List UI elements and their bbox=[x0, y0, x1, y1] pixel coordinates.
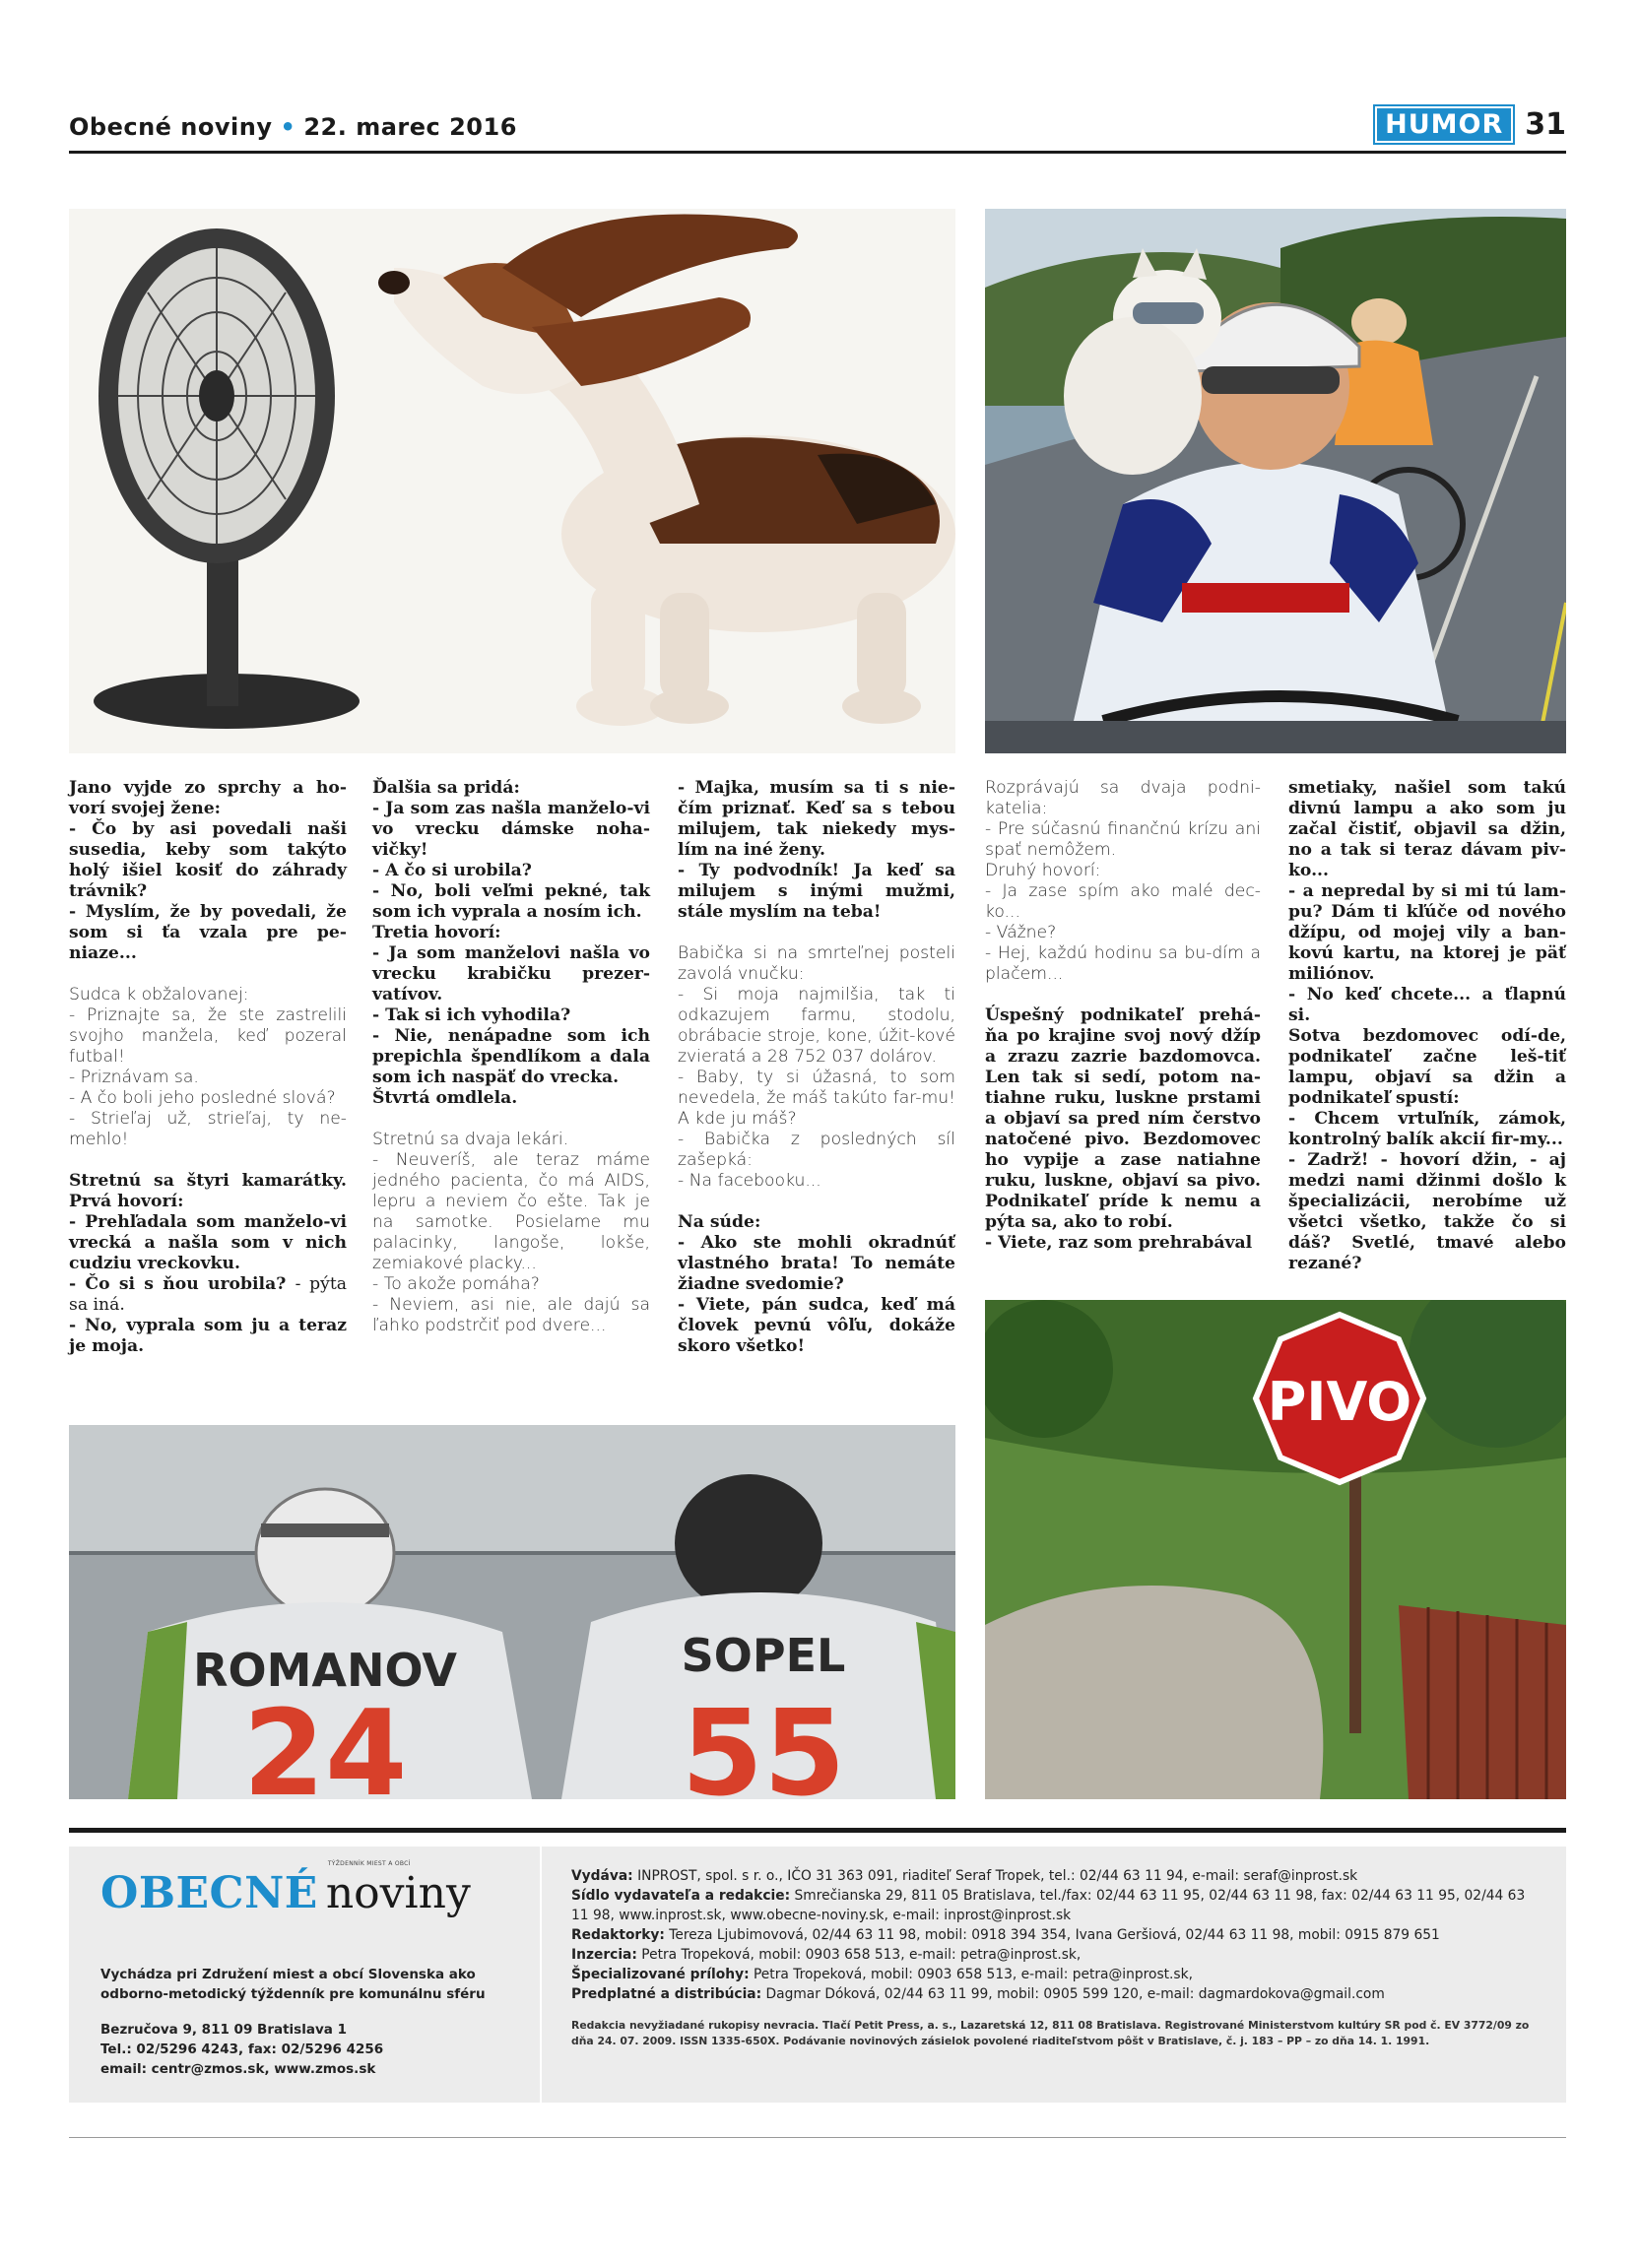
joke-podnikatelia bbox=[985, 778, 1261, 985]
phone: Tel.: 02/5296 4243, fax: 02/5296 4256 bbox=[100, 2041, 384, 2057]
text-line: - Strieľaj už, strieľaj, ty ne-mehlo! bbox=[69, 1109, 347, 1149]
text-line: smetiaky, našiel som takú divnú lampu a ako som ju začal čistiť, objavil sa džin, no a tak si teraz dávam piv-ko... bbox=[1288, 778, 1566, 880]
info-key: Vydáva: bbox=[571, 1868, 633, 1884]
text-line: - Na facebooku... bbox=[678, 1171, 821, 1191]
info-key: Predplatné a distribúcia: bbox=[571, 1986, 762, 2002]
column-3 bbox=[678, 778, 955, 1378]
text-line: - Ja som zas našla manželo-vi vo vrecku dámske noha-vičky! bbox=[372, 799, 650, 860]
text-line: - No, boli veľmi pekné, tak som ich vyprala a nosím ich. bbox=[372, 881, 650, 922]
bottom-rule bbox=[69, 2137, 1566, 2138]
pivo-sign-illustration bbox=[985, 1300, 1566, 1799]
photo-cyclist-dog bbox=[985, 209, 1566, 753]
text-line: - Zadrž! - hovorí džin, - aj medzi nami džinmi došlo k špecializácii, nerobíme už všetci všetko, takže čo si dáš? Svetlé, tmavé alebo rezané? bbox=[1288, 1150, 1566, 1273]
info-row-publisher bbox=[571, 1866, 1542, 1886]
header-publication-date bbox=[69, 113, 517, 141]
text-line: - A čo boli jeho posledné slová? bbox=[69, 1088, 336, 1108]
cyclist-illustration bbox=[985, 209, 1566, 753]
info-value: Tereza Ljubimovová, 02/44 63 11 98, mobil: 0918 394 354, Ivana Geršiová, 02/44 63 11 98, mobil: 0915 879 651 bbox=[664, 1927, 1440, 1943]
joke-dzin-2 bbox=[1288, 778, 1566, 1274]
info-value: Dagmar Dóková, 02/44 63 11 99, mobil: 0905 599 120, e-mail: dagmardokova@gmail.com bbox=[761, 1986, 1385, 2002]
text-line: Sudca k obžalovanej: bbox=[69, 985, 249, 1004]
publisher-contacts bbox=[100, 2020, 508, 2079]
text-line: - Baby, ty si úžasná, to som nevedela, že máš takúto far-mu! A kde ju máš? bbox=[678, 1068, 955, 1129]
text-line: - Čo si s ňou urobila? bbox=[69, 1274, 287, 1294]
text-line: Na súde: bbox=[678, 1212, 761, 1232]
info-row-editors bbox=[571, 1925, 1542, 1945]
text-line: - Hej, každú hodinu sa bu-dím a plačem... bbox=[985, 943, 1261, 984]
logo-script-text: noviny bbox=[325, 1868, 471, 1918]
text-line: Babička si na smrteľnej posteli zavolá vnučku: bbox=[678, 943, 955, 984]
email: email: centr@zmos.sk, www.zmos.sk bbox=[100, 2061, 376, 2077]
jersey-number-1: 24 bbox=[242, 1686, 408, 1799]
text-line: - To akože pomáha? bbox=[372, 1274, 540, 1294]
text-line: - a nepredal by si mi tú lam-pu? Dám ti kľúče od nového džípu, od mojej vily a ban-kovú kartu, na ktorej je päť miliónov. bbox=[1288, 881, 1566, 984]
text-line: - Myslím, že by povedali, že som si ťa vzala pre pe-niaze... bbox=[69, 902, 347, 963]
info-row-ads bbox=[571, 1945, 1542, 1965]
imprint-box bbox=[69, 1847, 1566, 2103]
fineprint: Redakcia nevyžiadané rukopisy nevracia. Tlačí Petit Press, a. s., Lazaretská 12, 811 08 Bratislava. Registrované Ministerstvom kultúry SR pod č. EV 3772/09 zo dňa 24. 07. 2009. ISSN 1335-650X. Podávanie novinových zásielok povolené riaditeľstvom pôšt v Bratislave, č. j. 183 – PP – zo dňa 14. 1. 1991. bbox=[571, 2019, 1530, 2047]
info-key: Špecializované prílohy: bbox=[571, 1967, 750, 1982]
text-line: - Nie, nenápadne som ich prepichla špendlíkom a dala som ich naspäť do vrecka. bbox=[372, 1026, 650, 1087]
text-line: - No, vyprala som ju a teraz je moja. bbox=[69, 1316, 347, 1356]
footer-rule bbox=[69, 1828, 1566, 1833]
info-key: Inzercia: bbox=[571, 1947, 637, 1963]
info-value: INPROST, spol. s r. o., IČO 31 363 091, riaditeľ Seraf Tropek, tel.: 02/44 63 11 94, e-mail: seraf@inprost.sk bbox=[632, 1868, 1358, 1884]
text-line: Úspešný podnikateľ prehá-ňa po krajine svoj nový džíp a zrazu zazrie bazdomovca. Len tak si sedí, potom na-tiahne ruku, luskne prstami a objaví sa pred ním čerstvo natočené pivo. Bezdomovec ho vypije a zase natiahne ruku, luskne, objaví sa pivo. Podnikateľ príde k nemu a pýta sa, ako to robí. bbox=[985, 1005, 1261, 1232]
text-line: - Ty podvodník! Ja keď sa milujem s inými mužmi, stále myslím na teba! bbox=[678, 861, 955, 922]
text-line: - Priznajte sa, že ste zastrelili svojho manžela, keď pozeral futbal! bbox=[69, 1005, 347, 1067]
jersey-name-1: ROMANOV bbox=[193, 1644, 457, 1697]
jersey-name-2: SOPEL bbox=[681, 1629, 846, 1682]
joke-dzin-1 bbox=[985, 1005, 1261, 1254]
info-row-supplements bbox=[571, 1965, 1542, 1984]
text-line: - Tak si ich vyhodila? bbox=[372, 1005, 571, 1025]
joke-sudca bbox=[69, 985, 347, 1150]
text-line: - Prehľadala som manželo-vi vrecká a našla som v nich cudziu vreckovku. bbox=[69, 1212, 347, 1273]
hockey-illustration bbox=[69, 1425, 955, 1799]
jersey-number-2: 55 bbox=[681, 1686, 846, 1799]
text-line: - pýta sa iná. bbox=[69, 1274, 348, 1315]
joke-kamaratky-2 bbox=[372, 778, 650, 1109]
text-line: - Neviem, asi nie, ale dajú sa ľahko podstrčiť pod dvere... bbox=[372, 1295, 650, 1335]
text-line: - Ako ste mohli okradnúť vlastného brata! To nemáte žiadne svedomie? bbox=[678, 1233, 955, 1294]
column-1 bbox=[69, 778, 347, 1378]
section-label: HUMOR bbox=[1375, 106, 1513, 143]
logo-main: OBECNÉ bbox=[100, 1868, 318, 1918]
editorial-info bbox=[571, 1866, 1542, 2049]
text-line: - Ja som manželovi našla vo vrecku krabičku prezer-vatívov. bbox=[372, 943, 650, 1004]
photo-hockey-bench bbox=[69, 1425, 955, 1799]
text-line: - Pre súčasnú finančnú krízu ani spať nemôžem. bbox=[985, 819, 1261, 860]
joke-kamaratky-1 bbox=[69, 1171, 347, 1357]
text-line: Druhý hovorí: bbox=[985, 861, 1101, 880]
text-line: Stretnú sa dvaja lekári. bbox=[372, 1130, 569, 1149]
issue-date: 22. marec 2016 bbox=[303, 113, 517, 141]
text-line: - Čo by asi povedali naši susedia, keby som takýto holý išiel kosiť do záhrady trávnik? bbox=[69, 819, 347, 901]
logo-script bbox=[325, 1860, 471, 1918]
page-header bbox=[69, 102, 1566, 154]
joke-na-sude bbox=[678, 1212, 955, 1357]
publication-name: Obecné noviny bbox=[69, 113, 273, 141]
joke-lekari bbox=[372, 1130, 650, 1336]
basset-fan-illustration bbox=[69, 209, 955, 753]
text-line: Rozprávajú sa dvaja podni-katelia: bbox=[985, 778, 1261, 818]
address: Bezručova 9, 811 09 Bratislava 1 bbox=[100, 2022, 347, 2038]
separator-dot: • bbox=[280, 113, 296, 141]
joke-jano bbox=[69, 778, 347, 964]
info-row-seat bbox=[571, 1886, 1542, 1925]
text-line: Sotva bezdomovec odí-de, podnikateľ začne leš-tiť lampu, objaví sa džin a podnikateľ spustí: bbox=[1288, 1026, 1566, 1108]
joke-babicka bbox=[678, 943, 955, 1192]
page-number: 31 bbox=[1525, 107, 1566, 142]
publisher-info bbox=[69, 1847, 542, 2103]
text-line: - Priznávam sa. bbox=[69, 1068, 199, 1087]
text-line: - Viete, raz som prehrabával bbox=[985, 1233, 1253, 1253]
text-line: Jano vyjde zo sprchy a ho-vorí svojej žene: bbox=[69, 778, 347, 818]
photo-pivo-sign bbox=[985, 1300, 1566, 1799]
info-row-distribution bbox=[571, 1984, 1542, 2004]
header-section bbox=[1375, 106, 1566, 143]
column-4 bbox=[985, 778, 1261, 1274]
info-value: Smrečianska 29, 811 05 Bratislava, tel./fax: 02/44 63 11 95, 02/44 63 11 98, fax: 02/44 63 11 95, 02/44 63 11 98, www.inprost.sk, www.obecne-noviny.sk, e-mail: inprost@inprost.sk bbox=[571, 1888, 1526, 1923]
sign-text: PIVO bbox=[1267, 1371, 1412, 1433]
text-line: Stretnú sa štyri kamarátky. Prvá hovorí: bbox=[69, 1171, 347, 1211]
info-key: Redaktorky: bbox=[571, 1927, 665, 1943]
column-2 bbox=[372, 778, 650, 1357]
newspaper-logo bbox=[100, 1860, 508, 1927]
publisher-description: Vychádza pri Združení miest a obcí Slovenska ako odborno-metodický týždenník pre komunálnu sféru bbox=[100, 1967, 486, 2002]
text-line: - Majka, musím sa ti s nie-čím priznať. Keď sa s tebou milujem, tak niekedy mys-lím na iné ženy. bbox=[678, 778, 955, 860]
text-line: - Neuveríš, ale teraz máme jedného pacienta, čo má AIDS, lepru a neviem čo ešte. Tak je na samotke. Posielame mu palacinky, langoše, lokše, zemiakové placky... bbox=[372, 1150, 650, 1273]
text-line: Tretia hovorí: bbox=[372, 923, 501, 942]
text-line: - Ja zase spím ako malé dec-ko... bbox=[985, 881, 1261, 922]
text-line: - No keď chcete... a ťlapnú si. bbox=[1288, 985, 1566, 1025]
text-line: Ďalšia sa pridá: bbox=[372, 778, 520, 798]
text-line: - Chcem vrtuľník, zámok, kontrolný balík akcií fir-my... bbox=[1288, 1109, 1566, 1149]
text-line: - Viete, pán sudca, keď má človek pevnú vôľu, dokáže skoro všetko! bbox=[678, 1295, 955, 1356]
info-value: Petra Tropeková, mobil: 0903 658 513, e-mail: petra@inprost.sk, bbox=[749, 1967, 1193, 1982]
text-line: - Babička z posledných síl zašepká: bbox=[678, 1130, 955, 1170]
text-line: - Vážne? bbox=[985, 923, 1057, 942]
column-5 bbox=[1288, 778, 1566, 1295]
logo-tagline: TÝŽDENNÍK MIEST A OBCÍ bbox=[327, 1860, 411, 1867]
text-line: - Si moja najmilšia, tak ti odkazujem farmu, stodolu, obrábacie stroje, kone, úžit-kové zvieratá a 28 752 037 dolárov. bbox=[678, 985, 955, 1067]
info-key: Sídlo vydavateľa a redakcie: bbox=[571, 1888, 791, 1904]
joke-majka bbox=[678, 778, 955, 923]
info-value: Petra Tropeková, mobil: 0903 658 513, e-mail: petra@inprost.sk, bbox=[636, 1947, 1082, 1963]
photo-basset-fan bbox=[69, 209, 955, 753]
text-line: - A čo si urobila? bbox=[372, 861, 532, 880]
text-line: Štvrtá omdlela. bbox=[372, 1088, 518, 1108]
